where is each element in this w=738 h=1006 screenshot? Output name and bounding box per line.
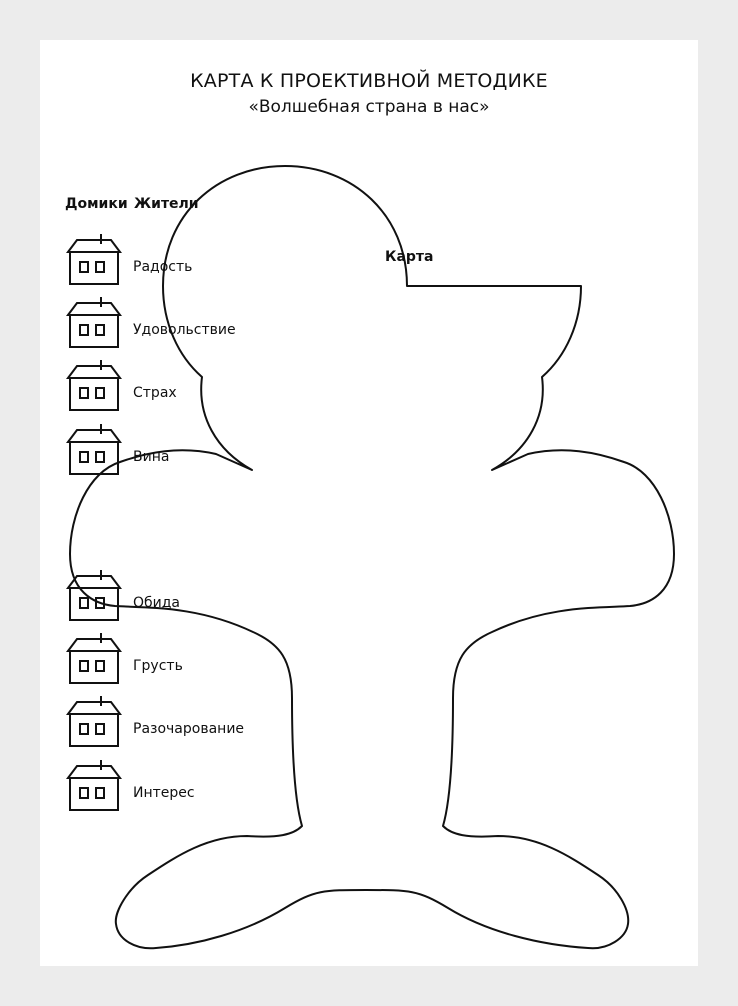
house-icon xyxy=(66,422,122,476)
legend-item xyxy=(66,694,286,748)
legend-item xyxy=(66,758,286,812)
house-icon xyxy=(66,758,122,812)
house-icon xyxy=(66,694,122,748)
resident-label: Страх xyxy=(133,385,177,401)
document-title: КАРТА К ПРОЕКТИВНОЙ МЕТОДИКЕ xyxy=(190,70,548,92)
resident-label: Удовольствие xyxy=(133,322,236,338)
house-icon xyxy=(66,295,122,349)
resident-label: Радость xyxy=(133,259,193,275)
legend-item xyxy=(66,631,286,685)
house-icon xyxy=(66,358,122,412)
legend-item xyxy=(66,358,286,412)
resident-label: Разочарование xyxy=(133,721,245,737)
worksheet-page xyxy=(40,40,698,966)
house-icon xyxy=(66,232,122,286)
resident-label: Вина xyxy=(133,449,170,465)
document-subtitle: «Волшебная страна в нас» xyxy=(248,97,490,117)
resident-label: Обида xyxy=(133,595,181,611)
map-label: Карта xyxy=(385,249,434,265)
house-icon xyxy=(66,631,122,685)
residents-column-header: Жители xyxy=(134,196,199,212)
legend-item xyxy=(66,295,286,349)
resident-label: Грусть xyxy=(133,658,183,674)
house-icon xyxy=(66,568,122,622)
legend-item xyxy=(66,232,286,286)
resident-label: Интерес xyxy=(133,785,195,801)
legend-item xyxy=(66,568,286,622)
map-figure-outline xyxy=(40,40,698,966)
houses-column-header: Домики xyxy=(65,196,128,212)
legend-item xyxy=(66,422,286,476)
